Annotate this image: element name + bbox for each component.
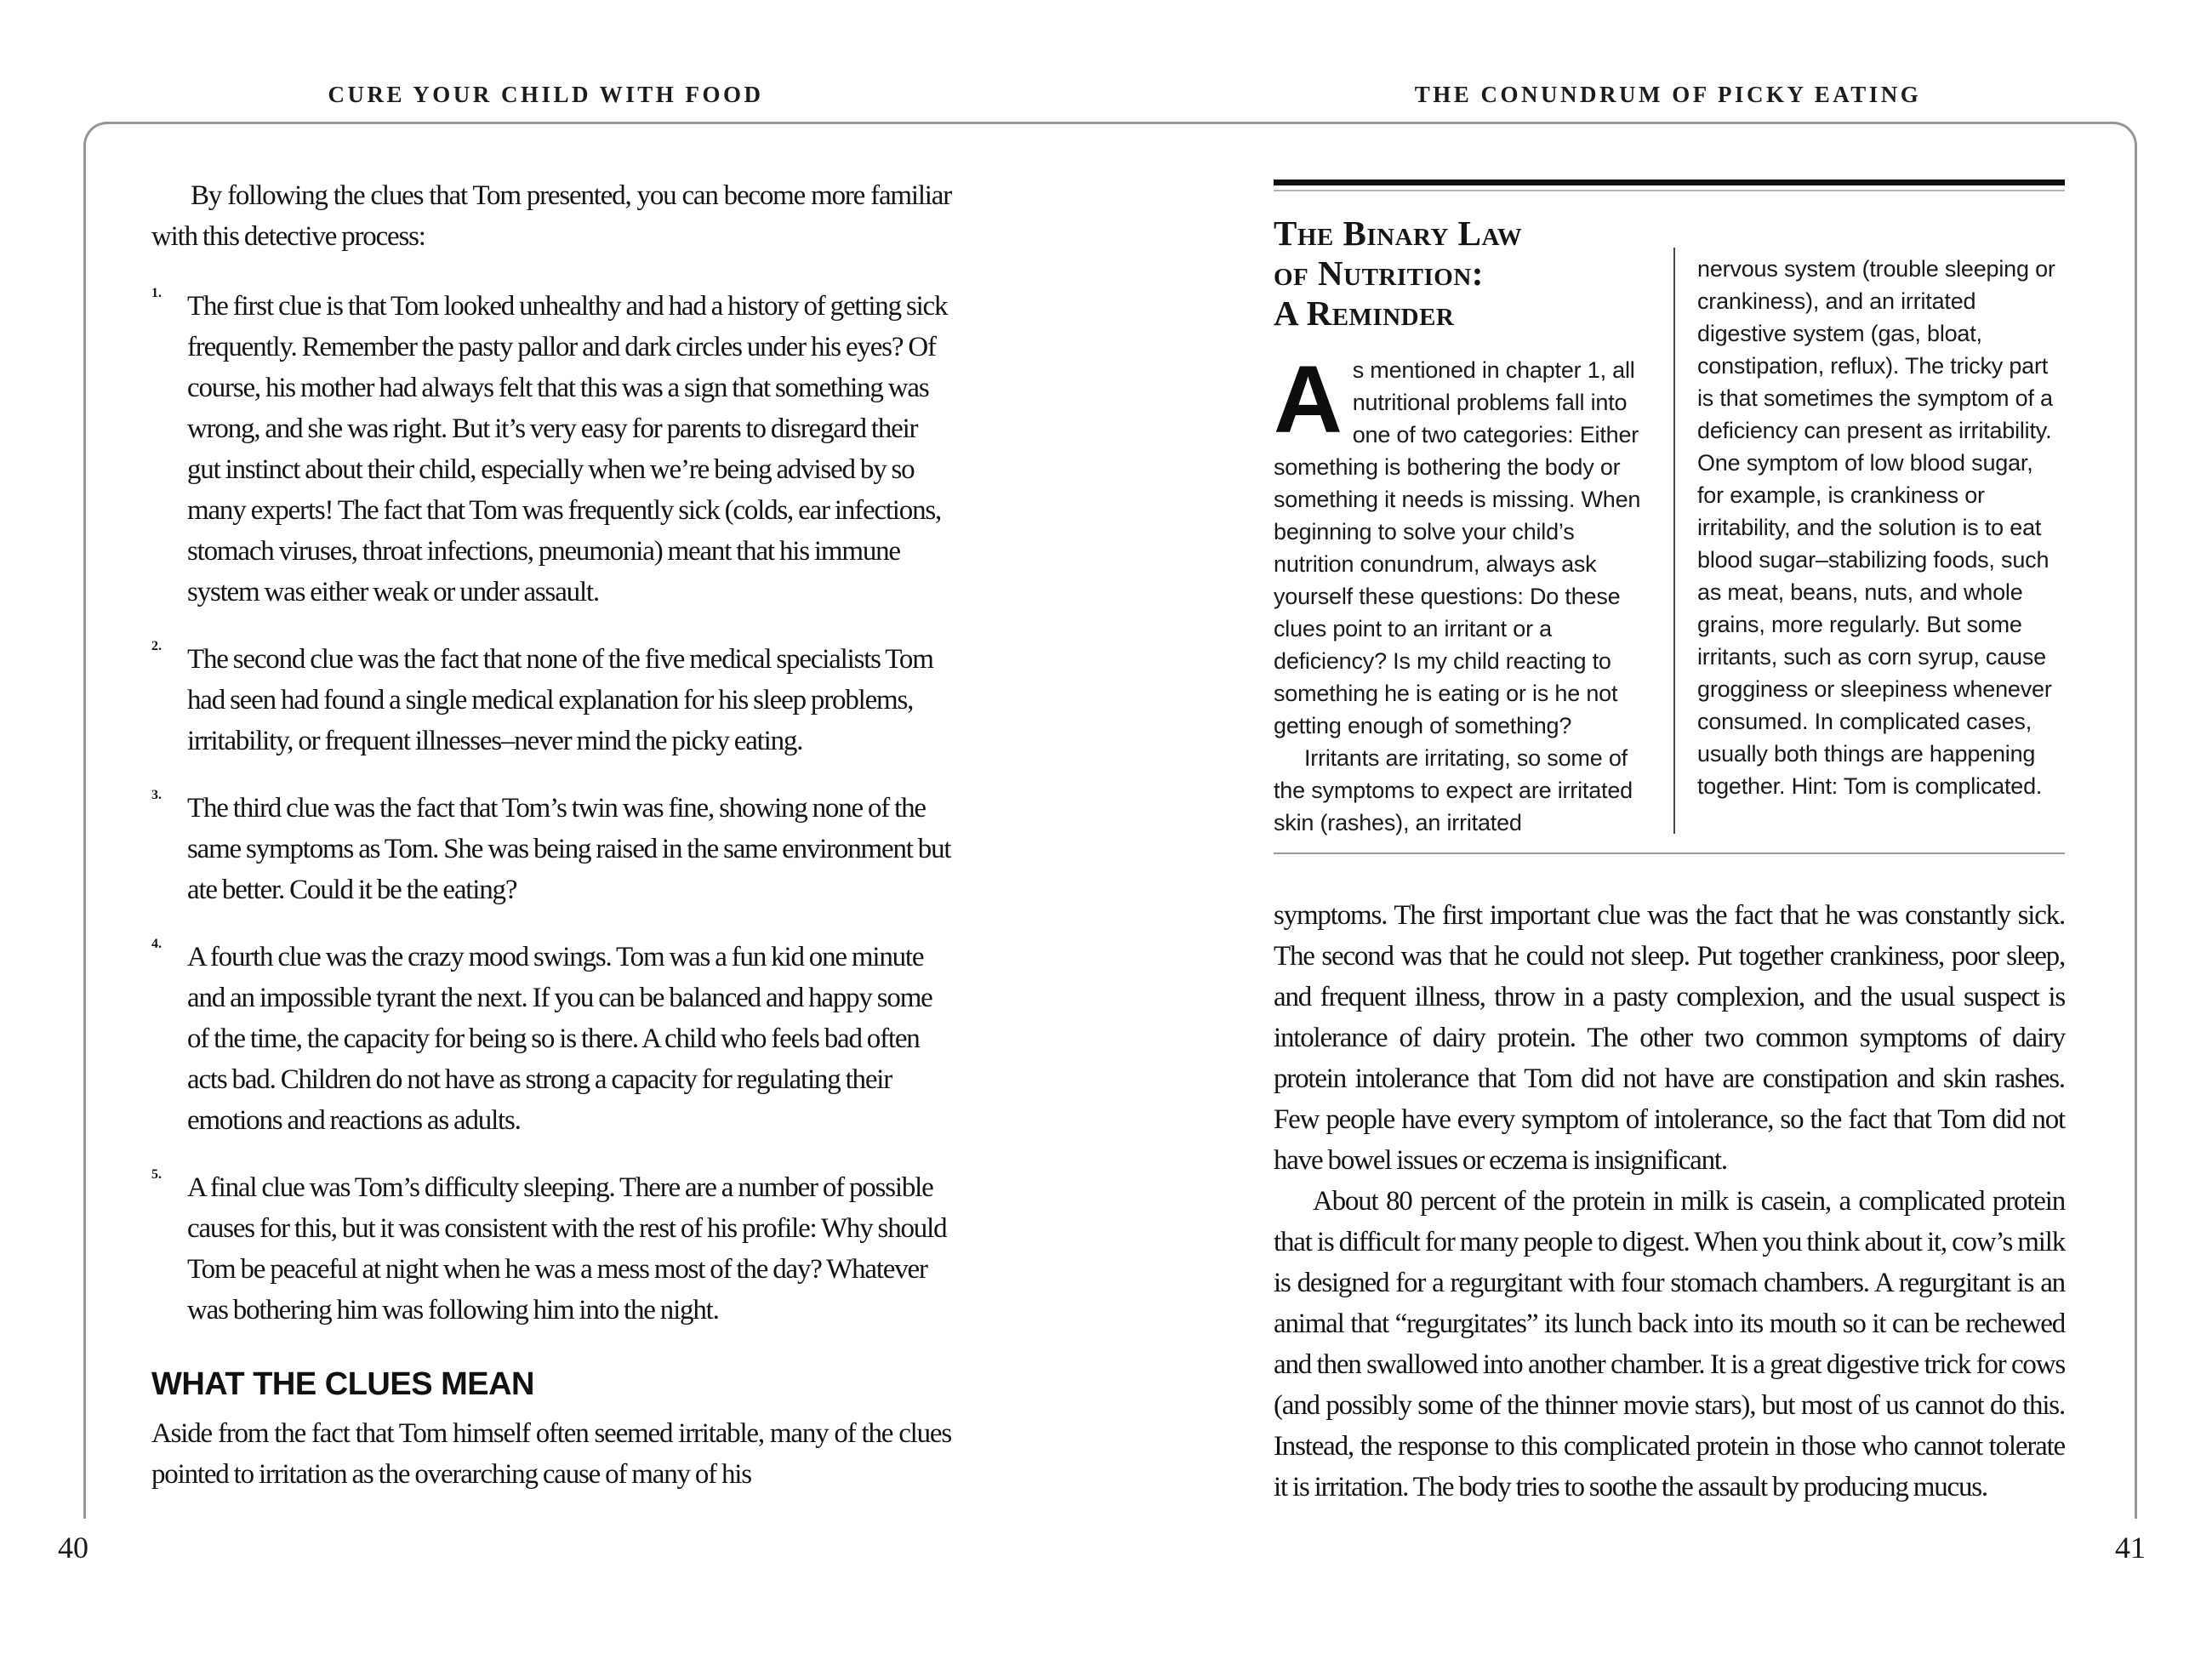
- clues-list: [151, 286, 951, 1331]
- body-paragraph-2: About 80 percent of the protein in milk is casein, a complicated protein that is difficult for many people to digest. When you think about it, cow’s milk is designed for a regurgitant with four stomach chambers. A regurgitant is an animal that “regurgitates” its lunch back into its mouth so it can be rechewed and then swallowed into another chamber. It is a great digestive trick for cows (and possibly some of the thinner movie stars), but most of us cannot do this. Instead, the response to this complicated protein in those who cannot tolerate it is irritation. The body tries to soothe the assault by producing mucus.: [1274, 1186, 2065, 1502]
- sidebar-heading-line: of Nutrition:: [1274, 254, 1484, 293]
- list-item: [151, 286, 951, 613]
- list-item: [151, 1167, 951, 1331]
- running-head-left: CURE YOUR CHILD WITH FOOD: [328, 82, 764, 107]
- list-item: [151, 788, 951, 910]
- page-number-right: 41: [2115, 1531, 2146, 1565]
- sidebar-heading-line: A Reminder: [1274, 294, 1455, 333]
- column-divider: [1673, 248, 1675, 834]
- body-paragraph-1: symptoms. The first important clue was the fact that he was constantly sick. The second was that he could not sleep. Put together crankiness, poor sleep, and frequent illness, throw in a pasty complexion, and the usual suspect is intolerance of dairy protein. The other two common symptoms of dairy protein intolerance that Tom did not have are constipation and skin rashes. Few people have every symptom of intolerance, so the fact that Tom did not have bowel issues or eczema is insignificant.: [1274, 900, 2065, 1176]
- page-number-left: 40: [58, 1531, 88, 1565]
- list-item-number: 1.: [151, 286, 162, 300]
- sidebar-column-left: [1274, 214, 1653, 839]
- list-item-text: The third clue was the fact that Tom’s twin was fine, showing none of the same symptoms as Tom. She was being raised in the same environment but ate better. Could it be the eating?: [187, 793, 951, 905]
- sidebar-paragraph-3: nervous system (trouble sleeping or crankiness), and an irritated digestive system (gas, bloat, constipation, reflux). The tricky part is that sometimes the symptom of a deficiency can present as irritability. One symptom of low blood sugar, for example, is crankiness or irritability, and the solution is to eat blood sugar–stabilizing foods, such as meat, beans, nuts, and whole grains, more regularly. But some irritants, such as corn syrup, cause grogginess or sleepiness whenever consumed. In complicated cases, usually both things are happening together. Hint: Tom is complicated.: [1697, 256, 2055, 799]
- sidebar-binary-law: [1274, 180, 2065, 854]
- sidebar-paragraph-2: Irritants are irritating, so some of the symptoms to expect are irritated skin (rashes), an irritated: [1274, 745, 1633, 835]
- sidebar-top-rule-thin: [1274, 190, 2065, 191]
- left-page: [151, 175, 951, 1495]
- sidebar-bottom-rule: [1274, 852, 2065, 854]
- sidebar-columns: [1274, 214, 2065, 839]
- right-page: [1274, 180, 2065, 1508]
- sidebar-column-right: [1697, 214, 2065, 839]
- sidebar-heading-line: The Binary Law: [1274, 214, 1523, 253]
- sidebar-top-rule-thick: [1274, 180, 2065, 185]
- list-item-text: A final clue was Tom’s difficulty sleeping. There are a number of possible causes for this, but it was consistent with the rest of his profile: Why should Tom be peaceful at night when he was a mess most of the day? Whatever was bothering him was following him into the night.: [187, 1172, 947, 1325]
- section-paragraph: Aside from the fact that Tom himself often seemed irritable, many of the clues pointed to irritation as the overarching cause of many of his: [151, 1418, 951, 1490]
- intro-paragraph: By following the clues that Tom presented, you can become more familiar with this detective process:: [151, 180, 951, 252]
- running-head-right: THE CONUNDRUM OF PICKY EATING: [1414, 82, 1922, 107]
- list-item-number: 3.: [151, 788, 162, 802]
- sidebar-heading: [1274, 214, 1653, 334]
- sidebar-paragraph-1-text: s mentioned in chapter 1, all nutritional problems fall into one of two categories: Either something is bothering the body or something it needs is missing. When beginning to solve your child’s nutrition conundrum, always ask yourself these questions: Do these clues point to an irritant or a deficiency? Is my child reacting to something he is eating or is he not getting enough of something?: [1274, 357, 1641, 738]
- list-item-number: 4.: [151, 937, 162, 951]
- list-item: [151, 639, 951, 761]
- section-heading: WHAT THE CLUES MEAN: [151, 1366, 534, 1402]
- list-item-text: The second clue was the fact that none of the five medical specialists Tom had seen had found a single medical explanation for his sleep problems, irritability, or frequent illnesses–never mind the picky eating.: [187, 644, 933, 756]
- list-item: [151, 937, 951, 1141]
- list-item-number: 2.: [151, 639, 162, 653]
- sidebar-paragraph-1: [1274, 346, 1653, 742]
- list-item-text: A fourth clue was the crazy mood swings. Tom was a fun kid one minute and an impossible tyrant the next. If you can be balanced and happy some of the time, the capacity for being so is there. A child who feels bad often acts bad. Children do not have as strong a capacity for regulating their emotions and reactions as adults.: [187, 942, 932, 1136]
- list-item-number: 5.: [151, 1167, 162, 1182]
- dropcap-letter: A: [1274, 346, 1343, 453]
- list-item-text: The first clue is that Tom looked unhealthy and had a history of getting sick frequently. Remember the pasty pallor and dark circles under his eyes? Of course, his mother had always felt that this was a sign that something was wrong, and she was right. But it’s very easy for parents to disregard their gut instinct about their child, especially when we’re being advised by so many experts! The fact that Tom was frequently sick (colds, ear infections, stomach viruses, throat infections, pneumonia) meant that his immune system was either weak or under assault.: [187, 291, 948, 607]
